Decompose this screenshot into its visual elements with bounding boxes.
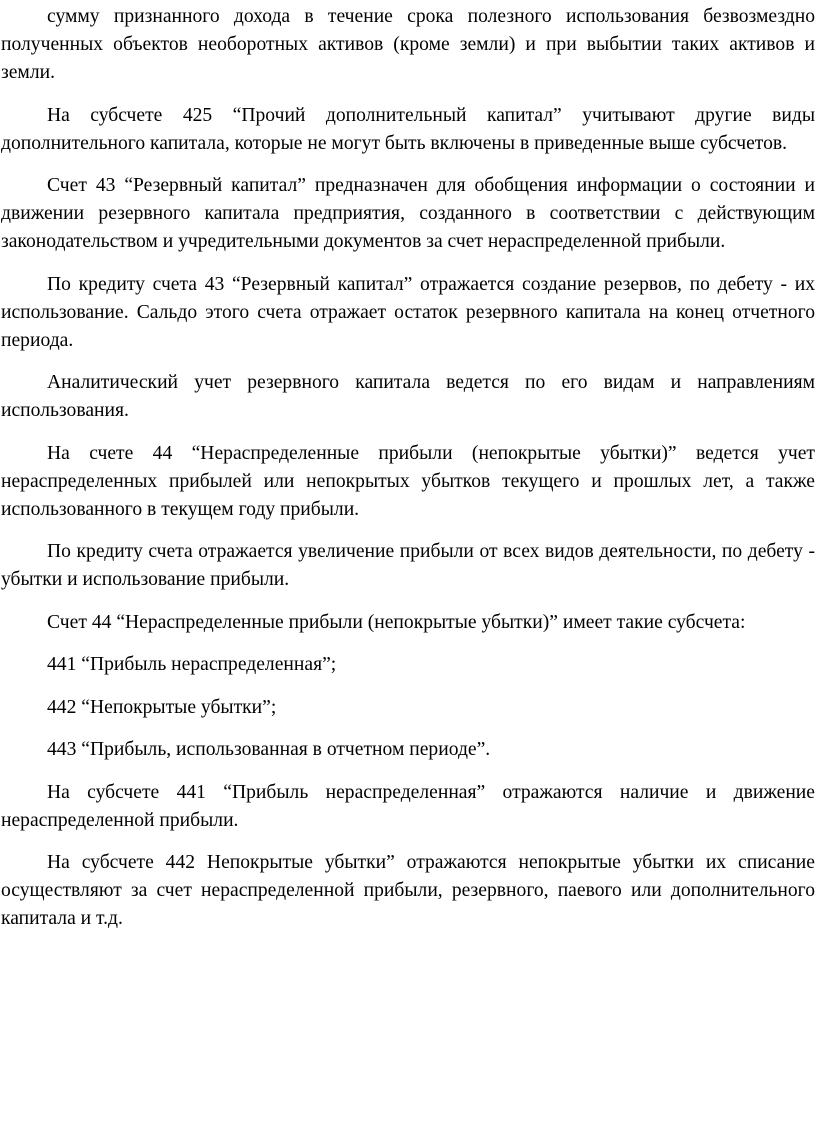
paragraph-analytical-accounting: Аналитический учет резервного капитала ведется по его видам и направлениям использования. [1, 372, 815, 421]
list-item-442: 442 “Непокрытые убытки”; [47, 696, 277, 718]
paragraph-subaccount-425: На субсчете 425 “Прочий дополнительный капитал” учитывают другие виды дополнительного капитала, которые не могут быть включены в приведенные выше субсчетов. [1, 104, 815, 154]
list-item-443: 443 “Прибыль, использованная в отчетном периоде”. [47, 739, 491, 760]
list-item-441: 441 “Прибыль нераспределенная”; [47, 654, 337, 675]
paragraph-account-43: Счет 43 “Резервный капитал” предназначен для обобщения информации о состоянии и движении резервного капитала предприятия, созданного в соответствии с действующим законодательством и учредительными документов за счет нераспределенной прибыли. [1, 175, 815, 252]
paragraph-account-44: На счете 44 “Нераспределенные прибыли (непокрытые убытки)” ведется учет нераспределенных прибылей или непокрытых убытков текущего и прошлых лет, а также использованного в текущем году прибыли. [1, 442, 815, 520]
paragraph-continuation: сумму признанного дохода в течение срока полезного использования безвозмездно полученных объектов необоротных активов (кроме земли) и при выбытии таких активов и земли. [1, 6, 815, 83]
paragraph-account-44-subaccounts: Счет 44 “Нераспределенные прибыли (непокрытые убытки)” имеет такие субсчета: [47, 611, 746, 633]
paragraph-subaccount-442: На субсчете 442 Непокрытые убытки” отражаются непокрытые убытки их списание осуществляют за счет нераспределенной прибыли, резервного, паевого или дополнительного капитала и т.д. [1, 852, 815, 929]
paragraph-subaccount-441: На субсчете 441 “Прибыль нераспределенная” отражаются наличие и движение нераспределенной прибыли. [1, 781, 815, 831]
paragraph-account-44-credit: По кредиту счета отражается увеличение прибыли от всех видов деятельности, по дебету - убытки и использование прибыли. [1, 541, 815, 590]
paragraph-account-43-credit: По кредиту счета 43 “Резервный капитал” отражается создание резервов, по дебету - их использование. Сальдо этого счета отражает остаток резервного капитала на конец отчетного периода. [1, 273, 815, 351]
